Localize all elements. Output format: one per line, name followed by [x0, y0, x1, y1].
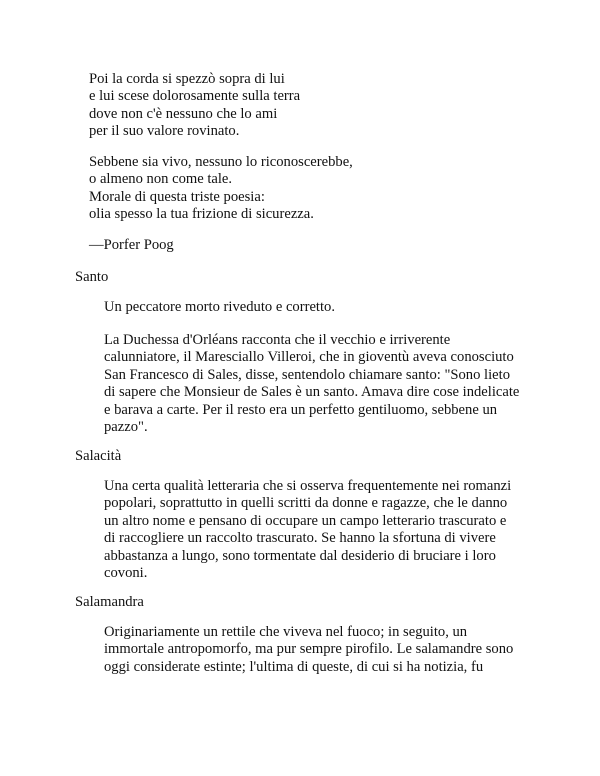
definition-line: San Francesco di Sales, disse, sentendolo chiamare santo: "Sono lieto — [104, 366, 510, 383]
entry-definition-santo — [104, 299, 536, 316]
definition-line: un altro nome e pensano di occupare un campo letterario trascurato e — [104, 512, 507, 529]
entry-definition-salamandra — [104, 624, 536, 676]
definition-line: popolari, soprattutto in quelli scritti da donne e ragazze, che le danno — [104, 495, 508, 512]
definition-line: di raccogliere un raccolto trascurato. Se hanno la sfortuna di vivere — [104, 530, 496, 547]
poem-line: dove non c'è nessuno che lo ami — [89, 105, 278, 122]
definition-line: Una certa qualità letteraria che si osserva frequentemente nei romanzi — [104, 478, 512, 494]
entry-definition-salacita — [104, 478, 536, 582]
entry-term-salacita: Salacità — [75, 448, 122, 464]
poem-attribution — [89, 237, 549, 254]
definition-line: oggi considerate estinte; l'ultima di queste, di cui si ha notizia, fu — [104, 658, 484, 675]
poem-line: Poi la corda si spezzò sopra di lui — [89, 71, 285, 87]
entry-term-santo: Santo — [75, 269, 109, 285]
attribution-text: —Porfer Poog — [89, 237, 174, 253]
poem-stanza-2 — [89, 154, 549, 224]
definition-line: calunniatore, il Maresciallo Villeroi, che in gioventù aveva conosciuto — [104, 349, 514, 366]
definition-line: La Duchessa d'Orléans racconta che il vecchio e irriverente — [104, 332, 451, 348]
poem-line: Morale di questa triste poesia: — [89, 188, 265, 205]
poem-line: e lui scese dolorosamente sulla terra — [89, 88, 301, 105]
definition-line: Un peccatore morto riveduto e corretto. — [104, 299, 335, 315]
definition-line: immortale antropomorfo, ma pur sempre pirofilo. Le salamandre sono — [104, 641, 514, 658]
definition-line: di sapere che Monsieur de Sales è un santo. Amava dire cose indelicate — [104, 384, 520, 401]
definition-line: e barava a carte. Per il resto era un perfetto gentiluomo, sebbene un — [104, 401, 498, 418]
definition-line: abbastanza a lungo, sono tormentate dal desiderio di bruciare i loro — [104, 547, 496, 564]
poem-line: o almeno non come tale. — [89, 171, 233, 188]
poem-line: Sebbene sia vivo, nessuno lo riconoscerebbe, — [89, 154, 353, 170]
definition-line: pazzo". — [104, 419, 148, 436]
poem-line: per il suo valore rovinato. — [89, 123, 240, 140]
entry-term-salamandra: Salamandra — [75, 594, 144, 610]
entry-anecdote-santo — [104, 332, 536, 436]
definition-line: Originariamente un rettile che viveva nel fuoco; in seguito, un — [104, 624, 468, 640]
poem-stanza-1 — [89, 71, 549, 141]
poem-line: olia spesso la tua frizione di sicurezza. — [89, 206, 314, 223]
definition-line: covoni. — [104, 565, 148, 582]
